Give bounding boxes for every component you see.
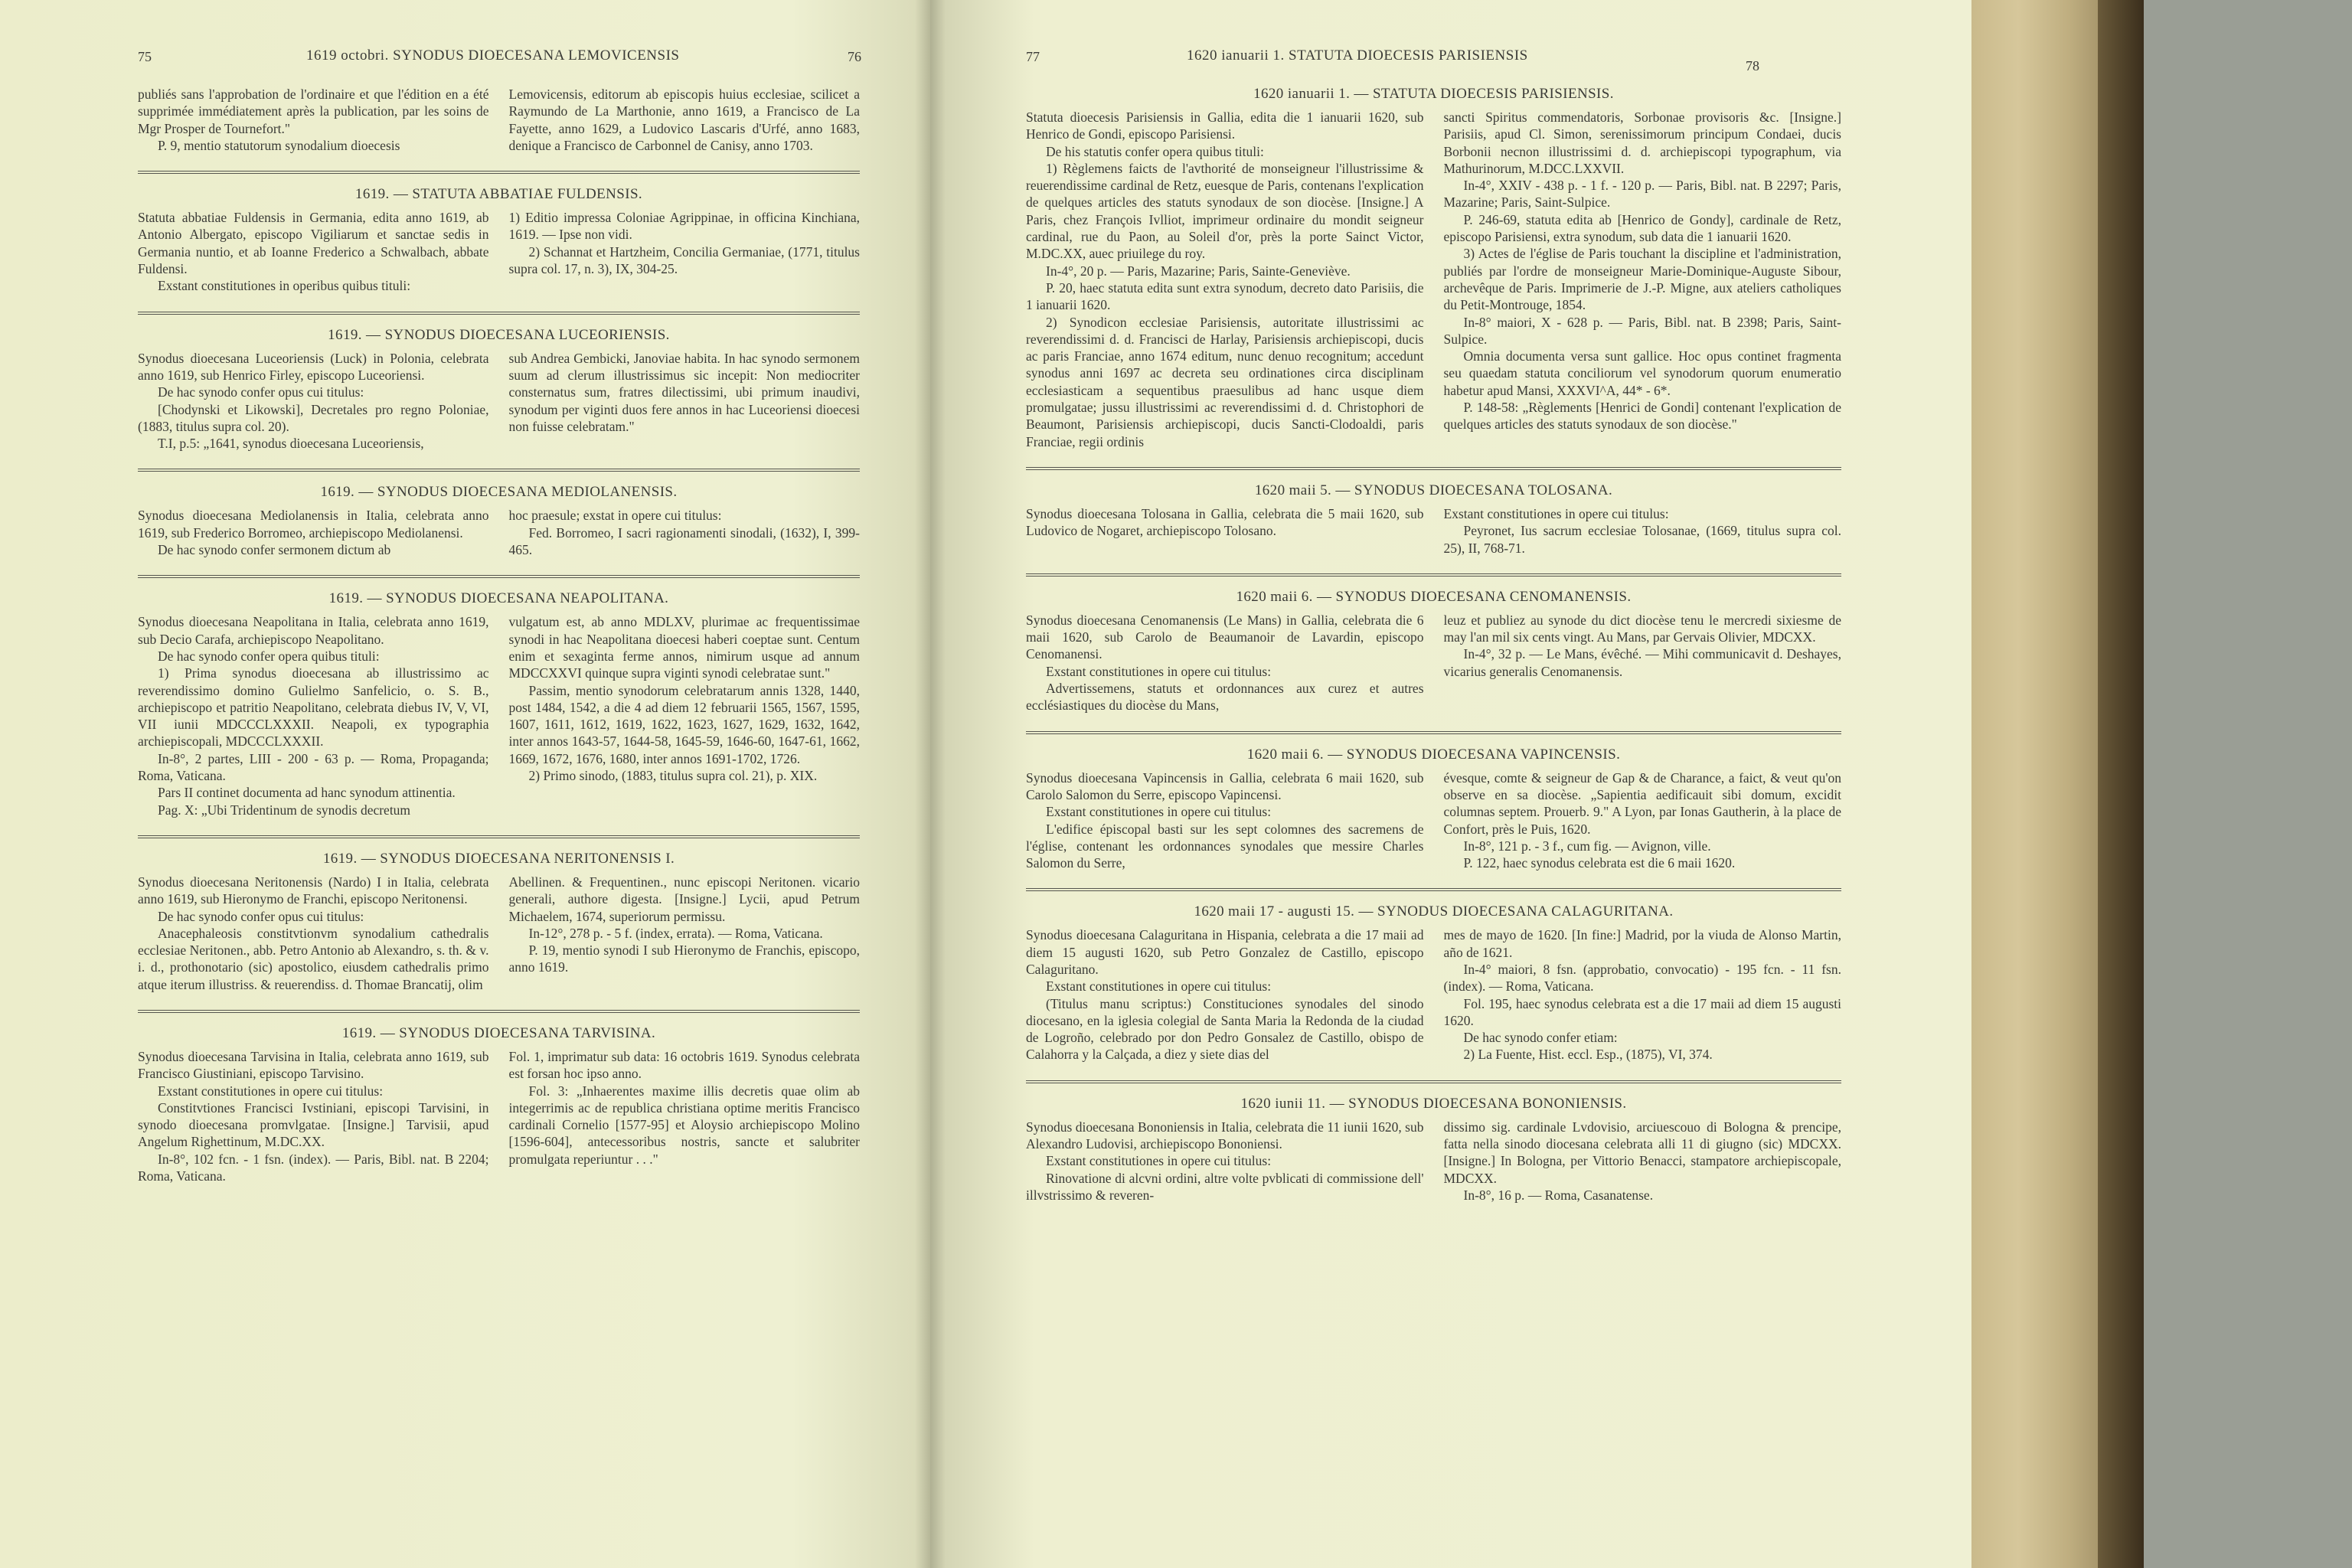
synod-entry [138, 1010, 860, 1184]
right-page [930, 0, 1971, 1568]
synod-entry [138, 575, 860, 818]
paragraph: Fed. Borromeo, I sacri ragionamenti sinodali, (1632), I, 399-465. [508, 524, 860, 558]
entry-title: 1620 iunii 11. — SYNODUS DIOECESANA BONONIENSIS. [1240, 1095, 1627, 1112]
paragraph: dissimo sig. cardinale Lvdovisio, arciuescouo di Bologna & prencipe, fatta nella sinodo diocesana celebrata alli 11 di giugno (sic) MDCXX. [Insigne.] In Bologna, per Vittorio Benacci, stampatore archiepiscopale, MDCXX. [1443, 1119, 1841, 1186]
synod-entry [138, 171, 860, 294]
left-page-content [138, 86, 860, 1201]
paragraph: In-8°, 16 p. — Roma, Casanatense. [1463, 1187, 1654, 1203]
synod-entry [1026, 1080, 1841, 1204]
background-surface [2144, 0, 2352, 1568]
paragraph: L'edifice épiscopal basti sur les sept colomnes des sacremens de l'église, contenant les ordonnances synodales que messire Charles Salomon du Serre, [1026, 821, 1424, 871]
paragraph: P. 19, mentio synodi I sub Hieronymo de Franchis, episcopo, anno 1619. [508, 942, 860, 975]
paragraph: T.I, p.5: „1641, synodus dioecesana Luceoriensis, [158, 436, 424, 452]
entry-title: 1619. — SYNODUS DIOECESANA TARVISINA. [341, 1024, 656, 1041]
paragraph: De hac synodo confer opus cui titulus: [158, 384, 364, 400]
paragraph: Synodus dioecesana Tolosana in Gallia, celebrata die 5 maii 1620, sub Ludovico de Nogaret, archiepiscopo Tolosano. [1026, 505, 1424, 539]
entry-left-column [1026, 926, 1424, 1063]
synod-entry [1026, 573, 1841, 714]
paragraph: In-4°, XXIV - 438 p. - 1 f. - 120 p. — Paris, Bibl. nat. B 2297; Paris, Mazarine; Paris, Saint-Sulpice. [1443, 178, 1841, 211]
paragraph: Exstant constitutiones in opere cui titulus: [1443, 505, 1669, 521]
paragraph: P. 122, haec synodus celebrata est die 6 maii 1620. [1463, 855, 1736, 871]
paragraph: sancti Spiritus commendatoris, Sorbonae provisoris &c. [Insigne.] Parisiis, apud Cl. Simon, serenissimorum principum Condaei, ducis Borbonii necnon illustrissimi d. d. archiepiscopi typographum, via Mathurinorum, M.DCC.LXXVII. [1443, 109, 1841, 176]
page-number-right: 78 [1746, 58, 1759, 74]
paragraph: hoc praesule; exstat in opere cui titulus: [508, 508, 722, 524]
book-cover-edge [2098, 0, 2144, 1568]
paragraph: De hac synodo confer etiam: [1463, 1030, 1618, 1046]
paragraph: Statuta dioecesis Parisiensis in Gallia, edita die 1 ianuarii 1620, sub Henrico de Gondi, episcopo Parisiensi. [1026, 109, 1424, 142]
paragraph: P. 148-58: „Règlements [Henrici de Gondi] contenant l'explication de quelques articles des statuts synodaux de son diocèse." [1443, 400, 1841, 433]
paragraph: Exstant constitutiones in opere cui titulus: [1046, 663, 1272, 679]
paragraph: Synodus dioecesana Luceoriensis (Luck) in Polonia, celebrata anno 1619, sub Henrico Firley, episcopo Luceoriensi. [138, 350, 489, 383]
paragraph: De hac synodo confer opera quibus tituli: [158, 648, 380, 664]
intro-left-column [138, 86, 489, 154]
paragraph: Synodus dioecesana Bononiensis in Italia, celebrata die 11 iunii 1620, sub Alexandro Ludovisi, archiepiscopo Bononiensi. [1026, 1119, 1424, 1152]
paragraph: In-12°, 278 p. - 5 f. (index, errata). — Roma, Vaticana. [528, 925, 823, 941]
paragraph: Lemovicensis, editorum ab episcopis huius ecclesiae, scilicet a Raymundo de La Marthonie, anno 1619, a Francisco de La Fayette, anno 1629, a Ludovico Lascaris d'Urfé, anno 1683, denique a Francisco de Carbonnel de Canisy, anno 1703. [508, 87, 860, 153]
paragraph: Synodus dioecesana Vapincensis in Gallia, celebrata 6 maii 1620, sub Carolo Salomon du Serre, episcopo Vapincensi. [1026, 769, 1424, 802]
paragraph: publiés sans l'approbation de l'ordinaire et que l'édition en a été supprimée immédiatement après la publication, par les soins de Mgr Prosper de Tournefort." [138, 87, 489, 136]
paragraph: Advertissemens, statuts et ordonnances aux curez et autres ecclésiastiques du diocèse du Mans, [1026, 681, 1424, 714]
paragraph: sub Andrea Gembicki, Janoviae habita. In hac synodo sermonem suum ad clerum illustrissimus sic incepit: Non mediocriter consternatus sum, fratres dilectissimi, ubi primum inaudivi, synodum per viginti duos fere annos in hac Luceoriensi dioecesi non fuisse celebratam." [508, 350, 860, 434]
page-number-right: 76 [848, 49, 861, 64]
paragraph: 1) Règlemens faicts de l'avthorité de monseigneur l'illustrissime & reuerendissime cardinal de Retz, euesque de Paris, contenans l'explication de quelques articles des statuts synodaux de son diocèse. [Insigne.] A Paris, chez François Ivlliot, imprimeur ordinaire du mondit seigneur cardinal, rue du Paon, au Soleil d'or, près la porte Sainct Victor, M.DC.XX, auec priuilege du roy. [1026, 160, 1424, 262]
section-divider [138, 835, 860, 838]
book-gutter [915, 0, 946, 1568]
running-header-left: 1619 octobri. SYNODUS DIOECESANA LEMOVICENSIS [306, 47, 680, 64]
paragraph: Peyronet, Ius sacrum ecclesiae Tolosanae, (1669, titulus supra col. 25), II, 768-71. [1443, 523, 1841, 556]
entry-title: 1619. — SYNODUS DIOECESANA LUCEORIENSIS. [328, 326, 670, 343]
paragraph: In-8°, 102 fcn. - 1 fsn. (index). — Paris, Bibl. nat. B 2204; Roma, Vaticana. [138, 1151, 489, 1184]
paragraph: Passim, mentio synodorum celebratarum annis 1328, 1440, post 1484, 1542, a die 4 ad diem 12 februarii 1565, 1567, 1595, 1607, 1611, 1612, 1619, 1622, 1623, 1627, 1629, 1632, 1642, inter annos 1643-57, 1644-58, 1645-59, 1646-60, 1647-61, 1662, 1669, 1672, 1676, 1680, inter annos 1691-1702, 1726. [508, 682, 860, 766]
paragraph: Pars II continet documenta ad hanc synodum attinentia. [158, 785, 456, 801]
paragraph: évesque, comte & seigneur de Gap & de Charance, a faict, & veut qu'on observe en sa diocèse. „Sapientia aedificauit sibi domum, excidit columnas septem. Prouerb. 9." A Lyon, par Ionas Gautherin, à la place de Confort, près le Puis, 1620. [1443, 769, 1841, 837]
paragraph: Synodus dioecesana Mediolanensis in Italia, celebrata anno 1619, sub Frederico Borromeo, archiepiscopo Mediolanensi. [138, 508, 489, 541]
paragraph: Fol. 3: „Inhaerentes maxime illis decretis quae olim ab integerrimis ac de republica christiana optime meritis Francisco cardinali Cornelio [1577-95] et Aloysio archiepiscopo Molino [1596-604], antecessoribus nostris, sancte et salubriter promulgata reperiuntur . . ." [508, 1083, 860, 1167]
section-divider [138, 469, 860, 472]
entry-right-column [1444, 1119, 1842, 1204]
paragraph: Exstant constitutiones in opere cui titulus: [158, 1083, 384, 1099]
entry-left-column [138, 1048, 489, 1184]
left-page [0, 0, 930, 1568]
paragraph: vulgatum est, ab anno MDLXV, plurimae ac frequentissimae synodi in hac Neapolitana dioecesi haberi coeptae sunt. Centum enim et sexaginta ferme annos, nimirum usque ad annum MDCCXXVI quinque supra viginti synodi celebratae sunt." [508, 614, 860, 681]
paragraph: In-8° maiori, X - 628 p. — Paris, Bibl. nat. B 2398; Paris, Saint-Sulpice. [1443, 314, 1841, 347]
entry-title: 1619. — SYNODUS DIOECESANA NERITONENSIS I. [322, 850, 675, 867]
paragraph: Abellinen. & Frequentinen., nunc episcopi Neritonen. vicario generali, authore digesta. [Insigne.] Lycii, apud Petrum Michaelem, 1674, superiorum permissu. [508, 874, 860, 924]
entry-left-column [1026, 1119, 1424, 1204]
entry-right-column [1444, 612, 1842, 714]
paragraph: 2) Primo sinodo, (1883, titulus supra col. 21), p. XIX. [528, 768, 818, 784]
page-number-left: 75 [138, 49, 152, 64]
entry-right-column [509, 350, 861, 452]
paragraph: P. 246-69, statuta edita ab [Henrico de Gondy], cardinale de Retz, episcopo Parisiensi, extra synodum, sub data die 1 ianuarii 1620. [1443, 211, 1841, 245]
paragraph: Exstant constitutiones in operibus quibus tituli: [158, 278, 411, 294]
synod-entry [1026, 888, 1841, 1063]
entry-left-column [1026, 612, 1424, 714]
paragraph: Omnia documenta versa sunt gallice. Hoc opus continet fragmenta seu quaedam statuta conciliorum vel synodorum quorum enumeratio habetur apud Mansi, XXXVI^A, 44* - 6*. [1443, 348, 1841, 398]
paragraph: Exstant constitutiones in opere cui titulus: [1046, 1153, 1272, 1169]
intro-right-column [509, 86, 861, 154]
paragraph: leuz et publiez au synode du dict diocèse tenu le mercredi sixiesme de may l'an mil six cents vingt. Au Mans, par Gervais Olivier, MDCXX. [1443, 612, 1841, 645]
running-header-right: 1620 ianuarii 1. STATUTA DIOECESIS PARISIENSIS [1187, 47, 1528, 64]
paragraph: 1) Prima synodus dioecesana ab illustrissimo ac reverendissimo domino Gulielmo Sanfelicio, o. S. B., archiepiscopo et patritio Neapolitano, celebrata diebus IV, V, VI, VII iunii MDCCCLXXXII. Neapoli, ex typographia archiepiscopali, MDCCCLXXXII. [138, 665, 489, 750]
paragraph: In-4°, 32 p. — Le Mans, évêché. — Mihi communicavit d. Deshayes, vicarius generalis Cenomanensis. [1443, 646, 1841, 679]
paragraph: Exstant constitutiones in opere cui titulus: [1046, 804, 1272, 820]
section-divider [1026, 1080, 1841, 1083]
paragraph: Rinovatione di alcvni ordini, altre volte pvblicati di commissione dell' illvstrissimo & reveren- [1026, 1170, 1424, 1203]
section-divider [138, 312, 860, 315]
paragraph: Synodus dioecesana Neritonensis (Nardo) I in Italia, celebrata anno 1619, sub Hieronymo de Franchi, episcopo Neritonensi. [138, 874, 489, 907]
paragraph: P. 20, haec statuta edita sunt extra synodum, decreto dato Parisiis, die 1 ianuarii 1620. [1026, 279, 1424, 313]
entry-right-column [509, 1048, 861, 1184]
entry-right-column [509, 507, 861, 558]
section-divider [138, 575, 860, 578]
paragraph: 2) Schannat et Hartzheim, Concilia Germaniae, (1771, titulus supra col. 17, n. 3), IX, 304-25. [508, 243, 860, 277]
paragraph: 2) La Fuente, Hist. eccl. Esp., (1875), VI, 374. [1463, 1047, 1713, 1063]
paragraph: Constitvtiones Francisci Ivstiniani, episcopi Tarvisini, in synodo dioecesana promvlgatae. [Insigne.] Tarvisii, apud Angelum Righettinum, M.DC.XX. [138, 1099, 489, 1150]
entry-right-column [509, 874, 861, 993]
entry-title: 1620 ianuarii 1. — STATUTA DIOECESIS PARISIENSIS. [1253, 86, 1614, 102]
paragraph: De hac synodo confer sermonem dictum ab [158, 542, 391, 558]
paragraph: Synodus dioecesana Calaguritana in Hispania, celebrata a die 17 maii ad diem 15 augusti 1620, sub Petro Gonzalez de Castillo, episcopo Calaguritano. [1026, 927, 1424, 977]
page-number-left: 77 [1026, 49, 1040, 64]
paragraph: Statuta abbatiae Fuldensis in Germania, edita anno 1619, ab Antonio Albergato, episcopo Vigiliarum et sanctae sedis in Germania nuntio, et ab Ioanne Frederico a Schwalbach, abbate Fuldensi. [138, 210, 489, 277]
entry-title: 1619. — SYNODUS DIOECESANA MEDIOLANENSIS. [320, 484, 678, 501]
paragraph: De his statutis confer opera quibus tituli: [1046, 143, 1264, 159]
entry-title: 1619. — STATUTA ABBATIAE FULDENSIS. [354, 186, 643, 203]
paragraph: Synodus dioecesana Neapolitana in Italia, celebrata anno 1619, sub Decio Carafa, archiepiscopo Neapolitano. [138, 614, 489, 647]
section-divider [138, 171, 860, 174]
paragraph: Fol. 195, haec synodus celebrata est a die 17 maii ad diem 15 augusti 1620. [1443, 995, 1841, 1028]
paragraph: In-8°, 121 p. - 3 f., cum fig. — Avignon, ville. [1463, 838, 1711, 854]
section-divider [1026, 888, 1841, 891]
synod-entry [1026, 86, 1841, 450]
entry-title: 1620 maii 6. — SYNODUS DIOECESANA VAPINCENSIS. [1246, 746, 1621, 763]
entry-left-column [138, 874, 489, 993]
paragraph: 3) Actes de l'église de Paris touchant la discipline et l'administration, publiés par l'ordre de monseigneur Marie-Dominique-Auguste Sibour, archevêque de Paris. Imprimerie de J.-P. Migne, aux ateliers catholiques du Petit-Montrouge, 1854. [1443, 246, 1841, 313]
entry-left-column [138, 209, 489, 294]
entry-title: 1620 maii 6. — SYNODUS DIOECESANA CENOMANENSIS. [1236, 588, 1632, 605]
paragraph: Pag. X: „Ubi Tridentinum de synodis decretum [158, 802, 411, 818]
paragraph: 1) Editio impressa Coloniae Agrippinae, in officina Kinchiana, 1619. — Ipse non vidi. [508, 210, 860, 243]
paragraph: mes de mayo de 1620. [In fine:] Madrid, por la viuda de Alonso Martin, año de 1621. [1443, 927, 1841, 960]
entry-right-column [1444, 769, 1842, 872]
paragraph: In-4°, 20 p. — Paris, Mazarine; Paris, Sainte-Geneviève. [1046, 263, 1351, 279]
entry-right-column [1444, 505, 1842, 557]
synod-entry [138, 835, 860, 993]
paragraph: Synodus dioecesana Cenomanensis (Le Mans) in Gallia, celebrata die 6 maii 1620, sub Carolo de Beaumanoir de Lavardin, episcopo Cenomanensi. [1026, 612, 1424, 662]
entry-left-column [1026, 769, 1424, 872]
entry-right-column [509, 209, 861, 294]
entry-title: 1620 maii 5. — SYNODUS DIOECESANA TOLOSANA. [1254, 482, 1613, 498]
paragraph: (Titulus manu scriptus:) Constituciones synodales del sinodo diocesano, en la iglesia colegial de Santa Maria la Redonda de la ciudad de Logroño, celebrado por don Pedro Gonsalez de Castillo, obispo de Calahorra y la Calçada, a diez y siete dias del [1026, 995, 1424, 1063]
section-divider [1026, 573, 1841, 577]
entry-title: 1619. — SYNODUS DIOECESANA NEAPOLITANA. [328, 590, 669, 607]
paragraph: Exstant constitutiones in opere cui titulus: [1046, 978, 1272, 995]
entry-left-column [138, 507, 489, 558]
section-divider [138, 1010, 860, 1013]
right-page-content [1026, 86, 1841, 1220]
entry-left-column [1026, 505, 1424, 557]
entry-right-column [1444, 926, 1842, 1063]
entry-right-column [1444, 109, 1842, 450]
synod-entry [1026, 467, 1841, 557]
section-divider [1026, 467, 1841, 470]
paragraph: [Chodynski et Likowski], Decretales pro regno Poloniae, (1883, titulus supra col. 20). [138, 401, 489, 434]
paragraph: In-8°, 2 partes, LIII - 200 - 63 p. — Roma, Propaganda; Roma, Vaticana. [138, 750, 489, 784]
entry-left-column [138, 350, 489, 452]
synod-entry [138, 469, 860, 558]
synod-entry [138, 312, 860, 452]
entry-right-column [509, 613, 861, 818]
synod-entry [1026, 731, 1841, 872]
paragraph: Synodus dioecesana Tarvisina in Italia, celebrata anno 1619, sub Francisco Giustiniani, episcopo Tarvisino. [138, 1048, 489, 1082]
paragraph: P. 9, mentio statutorum synodalium dioecesis [158, 137, 400, 153]
paragraph: De hac synodo confer opus cui titulus: [158, 908, 364, 924]
entry-title: 1620 maii 17 - augusti 15. — SYNODUS DIOECESANA CALAGURITANA. [1194, 903, 1674, 920]
paragraph: 2) Synodicon ecclesiae Parisiensis, autoritate illustrissimi ac reverendissimi d. d. Francisci de Harlay, Parisiensis archiepiscopi, ducis ac paris Franciae, anno 1674 editum, nunc denuo recognitum; accedunt synodus anni 1697 ac decreta seu ordinationes circa disciplinam ecclesiasticam a sequentibus praesulibus ad hanc usque diem promulgatae; jussu illustrissimi ac reverendissimi d. d. Christophori de Beaumont, Parisiensis archiepiscopi, ducis Sancti-Clodoaldi, paris Franciae, regii ordinis [1026, 314, 1424, 449]
paragraph: In-4° maiori, 8 fsn. (approbatio, convocatio) - 195 fcn. - 11 fsn. (index). — Roma, Vaticana. [1443, 961, 1841, 995]
entry-left-column [138, 613, 489, 818]
section-divider [1026, 731, 1841, 734]
entry-left-column [1026, 109, 1424, 450]
paragraph: Anacephaleosis constitvtionvm synodalium cathedralis ecclesiae Neritonen., abb. Petro Antonio ab Alexandro, s. th. & v. i. d., prothonotario (sic) apostolico, eiusdem cathedralis primo atque iterum illustriss. & reuerendiss. d. Thomae Brancatij, olim [138, 925, 489, 992]
paragraph: Fol. 1, imprimatur sub data: 16 octobris 1619. Synodus celebrata est forsan hoc ipso anno. [508, 1048, 860, 1082]
intro-continuation [138, 86, 860, 154]
